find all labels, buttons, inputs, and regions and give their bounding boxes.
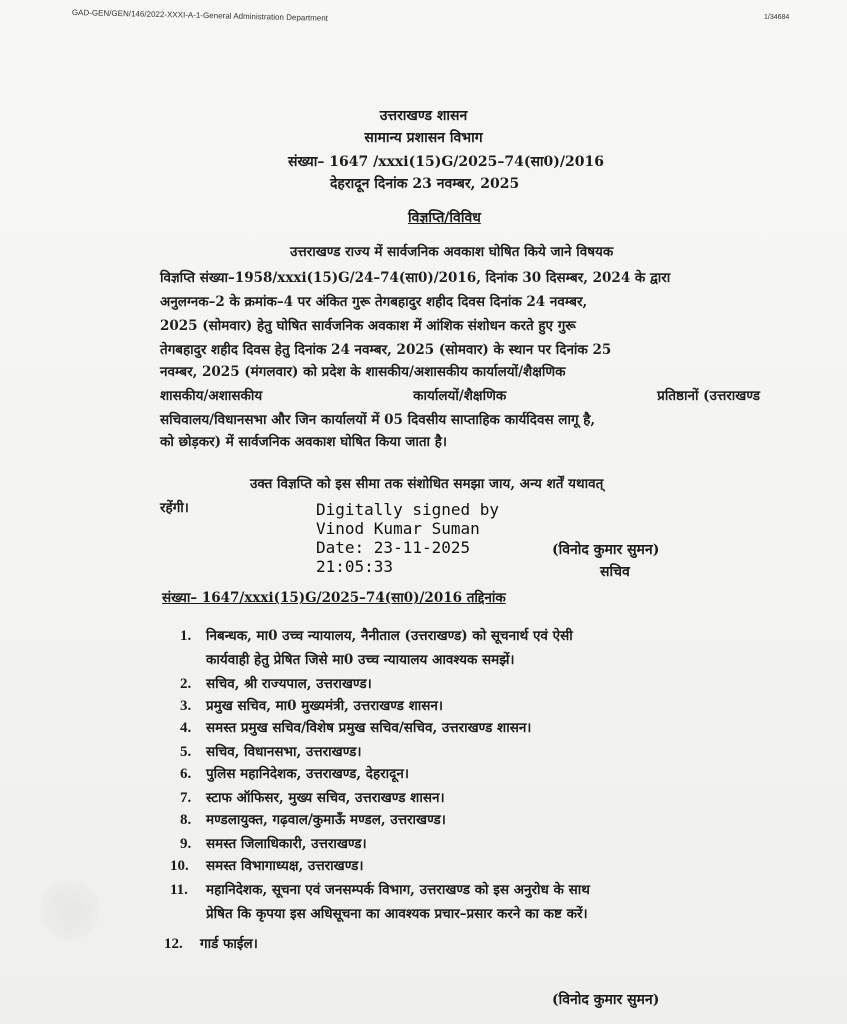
footer-signatory-name: (विनोद कुमार सुमन) — [552, 992, 660, 1008]
digital-signature-line-2: Vinod Kumar Suman — [316, 519, 480, 538]
order-number: संख्या– 1647 /xxxi(15)G/2025–74(सा0)/2016 — [288, 154, 604, 170]
digital-signature-line-3: Date: 23-11-2025 — [316, 538, 471, 557]
order-date: देहरादून दिनांक 23 नवम्बर, 2025 — [330, 176, 520, 192]
body-line-1: उत्तराखण्ड राज्य में सार्वजनिक अवकाश घोषित किये जाने विषयक — [290, 244, 614, 260]
list-item: 4. समस्त प्रमुख सचिव/विशेष प्रमुख सचिव/सचिव, उत्तराखण्ड शासन। — [180, 720, 532, 736]
subject-heading: विज्ञप्ति/विविध — [408, 210, 481, 226]
body-line-7-part-3: प्रतिष्ठानों (उत्तराखण्ड — [657, 388, 760, 404]
list-item: 10. समस्त विभागाध्यक्ष, उत्तराखण्ड। — [170, 858, 364, 874]
distribution-heading: संख्या– 1647/xxxi(15)G/2025–74(सा0)/2016 तद्दिनांक — [162, 590, 506, 606]
signatory-designation: सचिव — [600, 564, 630, 580]
list-item: 12. गार्ड फाईल। — [164, 936, 258, 952]
body-line-8: सचिवालय/विधानसभा और जिन कार्यालयों में 05 दिवसीय साप्ताहिक कार्यदिवस लागू है, — [160, 412, 596, 428]
list-item: 5. सचिव, विधानसभा, उत्तराखण्ड। — [180, 744, 362, 760]
closing-line-2: रहेंगी। — [160, 500, 189, 516]
body-line-6: नवम्बर, 2025 (मंगलवार) को प्रदेश के शासकीय/अशासकीय कार्यालयों/शैक्षणिक — [160, 364, 566, 380]
body-line-9: को छोड़कर) में सार्वजनिक अवकाश घोषित किया जाता है। — [160, 434, 448, 450]
body-line-7-part-2: कार्यालयों/शैक्षणिक — [413, 388, 507, 404]
body-line-2: विज्ञप्ति संख्या–1958/xxxi(15)G/24–74(सा0)/2016, दिनांक 30 दिसम्बर, 2024 के द्वारा — [160, 270, 671, 286]
page-reference: 1/34684 — [764, 14, 790, 21]
government-title: उत्तराखण्ड शासन — [379, 108, 468, 124]
list-item-continuation: कार्यवाही हेतु प्रेषित जिसे मा0 उच्च न्यायालय आवश्यक समझें। — [206, 652, 515, 668]
digital-signature-line-4: 21:05:33 — [316, 557, 394, 576]
list-item: 3. प्रमुख सचिव, मा0 मुख्यमंत्री, उत्तराखण्ड शासन। — [180, 698, 444, 714]
digital-signature-line-1: Digitally signed by — [316, 500, 500, 519]
body-line-7 — [160, 386, 760, 404]
list-item: 7. स्टाफ ऑफिसर, मुख्य सचिव, उत्तराखण्ड शासन। — [180, 790, 445, 806]
list-item: 8. मण्डलायुक्त, गढ़वाल/कुमाऊँ मण्डल, उत्तराखण्ड। — [180, 812, 446, 828]
signatory-name: (विनोद कुमार सुमन) — [552, 542, 660, 558]
list-item-continuation: प्रेषित कि कृपया इस अधिसूचना का आवश्यक प्रचार–प्रसार करने का कष्ट करें। — [206, 906, 588, 922]
body-line-3: अनुलग्नक–2 के क्रमांक–4 पर अंकित गुरू तेगबहादुर शहीद दिवस दिनांक 24 नवम्बर, — [160, 294, 588, 310]
paper-smudge — [40, 880, 100, 940]
list-item: 6. पुलिस महानिदेशक, उत्तराखण्ड, देहरादून। — [180, 766, 409, 782]
department-title: सामान्य प्रशासन विभाग — [364, 130, 483, 146]
body-line-5: तेगबहादुर शहीद दिवस हेतु दिनांक 24 नवम्बर, 2025 (सोमवार) के स्थान पर दिनांक 25 — [160, 342, 612, 358]
list-item: 1. निबन्धक, मा0 उच्च न्यायालय, नैनीताल (उत्तराखण्ड) को सूचनार्थ एवं ऐसी — [180, 628, 573, 644]
body-line-7-part-1: शासकीय/अशासकीय — [160, 388, 263, 404]
closing-line-1: उक्त विज्ञप्ति को इस सीमा तक संशोधित समझा जाय, अन्य शर्तें यथावत् — [250, 476, 604, 492]
body-line-4: 2025 (सोमवार) हेतु घोषित सार्वजनिक अवकाश में आंशिक संशोधन करते हुए गुरू — [160, 318, 576, 334]
digital-signature — [316, 500, 499, 576]
list-item: 2. सचिव, श्री राज्यपाल, उत्तराखण्ड। — [180, 676, 372, 692]
header-reference: GAD-GEN/GEN/146/2022-XXXI-A-1-General Administration Department — [71, 8, 329, 23]
list-item: 11. महानिदेशक, सूचना एवं जनसम्पर्क विभाग, उत्तराखण्ड को इस अनुरोध के साथ — [170, 882, 590, 898]
list-item: 9. समस्त जिलाधिकारी, उत्तराखण्ड। — [180, 836, 367, 852]
